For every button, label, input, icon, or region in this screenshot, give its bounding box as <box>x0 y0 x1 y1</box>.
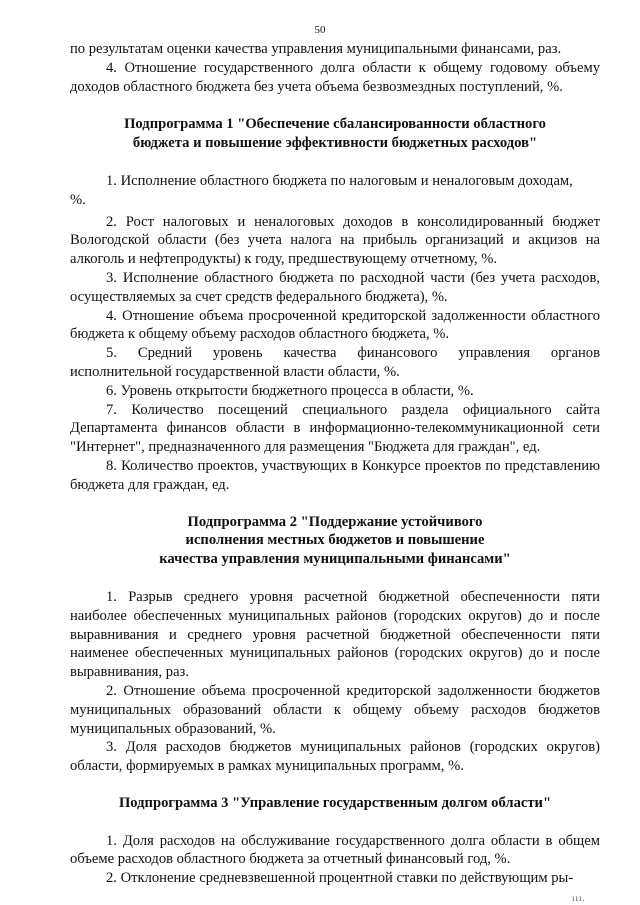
list-item: 3. Исполнение областного бюджета по расходной части (без учета расходов, осуществляемых за счет средств федерального бюджета), %. <box>70 269 600 305</box>
list-item: %. <box>70 191 86 208</box>
list-item: 3. Доля расходов бюджетов муниципальных районов (городских округов) области, формируемых в рамках муниципальных программ, %. <box>70 739 600 775</box>
title-line: Подпрограмма 2 "Поддержание устойчивого <box>187 513 483 530</box>
footer-mark: ııı. <box>572 893 586 903</box>
title-line: качества управления муниципальными финансами" <box>159 551 511 568</box>
title-line: бюджета и повышение эффективности бюджетных расходов" <box>132 135 538 152</box>
title-line: исполнения местных бюджетов и повышение <box>185 532 485 549</box>
list-item: 7. Количество посещений специального раздела официального сайта Департамента финансов области в информационно-телекоммуникационной сети "Интернет", предназначенного для размещения "Бюджета для граждан", ед. <box>70 401 600 456</box>
page-number: 50 <box>314 24 326 36</box>
paragraph: 4. Отношение государственного долга области к общему годовому объему доходов областного бюджета без учета объема безвозмездных поступлений, %. <box>70 59 600 95</box>
paragraph: по результатам оценки качества управления муниципальными финансами, раз. <box>70 41 562 57</box>
list-item: 1. Разрыв среднего уровня расчетной бюджетной обеспеченности пяти наиболее обеспеченных муниципальных районов (городских округов) до и после выравнивания и среднего уровня расчетной бюджетной обеспеченности пяти наименее обеспеченных муниципальных районов (городских округов) до и после выравнивания, раз. <box>70 588 600 681</box>
list-item: 5. Средний уровень качества финансового управления органов исполнительной государственной власти области, %. <box>70 345 600 380</box>
list-item: 1. Доля расходов на обслуживание государственного долга области в общем объеме расходов областного бюджета за отчетный финансовый год, %. <box>70 832 600 868</box>
list-item: 4. Отношение объема просроченной кредиторской задолженности областного бюджета к общему объему расходов областного бюджета, %. <box>70 307 600 343</box>
list-item: 8. Количество проектов, участвующих в Конкурсе проектов по представлению бюджета для граждан, ед. <box>70 457 600 493</box>
title-line: Подпрограмма 1 "Обеспечение сбалансированности областного <box>124 116 546 133</box>
subprogram-3-title <box>70 794 600 813</box>
list-item: 2. Рост налоговых и неналоговых доходов в консолидированный бюджет Вологодской области (без учета налога на прибыль организаций и акцизов на алкоголь и нефтепродукты) к году, предшествующему отчетному, %. <box>70 213 600 268</box>
list-item: 6. Уровень открытости бюджетного процесса в области, %. <box>106 382 474 399</box>
list-item: 1. Исполнение областного бюджета по налоговым и неналоговым доходам, <box>106 172 573 189</box>
subprogram-1-title <box>70 115 600 153</box>
title-line: Подпрограмма 3 "Управление государственным долгом области" <box>118 794 552 811</box>
list-item: 2. Отклонение средневзвешенной процентной ставки по действующим ры- <box>106 870 574 887</box>
document-body <box>70 40 600 888</box>
list-item: 2. Отношение объема просроченной кредиторской задолженности бюджетов муниципальных образований области к общему объему расходов бюджетов муниципальных образований, %. <box>70 682 600 737</box>
subprogram-2-title <box>70 513 600 569</box>
